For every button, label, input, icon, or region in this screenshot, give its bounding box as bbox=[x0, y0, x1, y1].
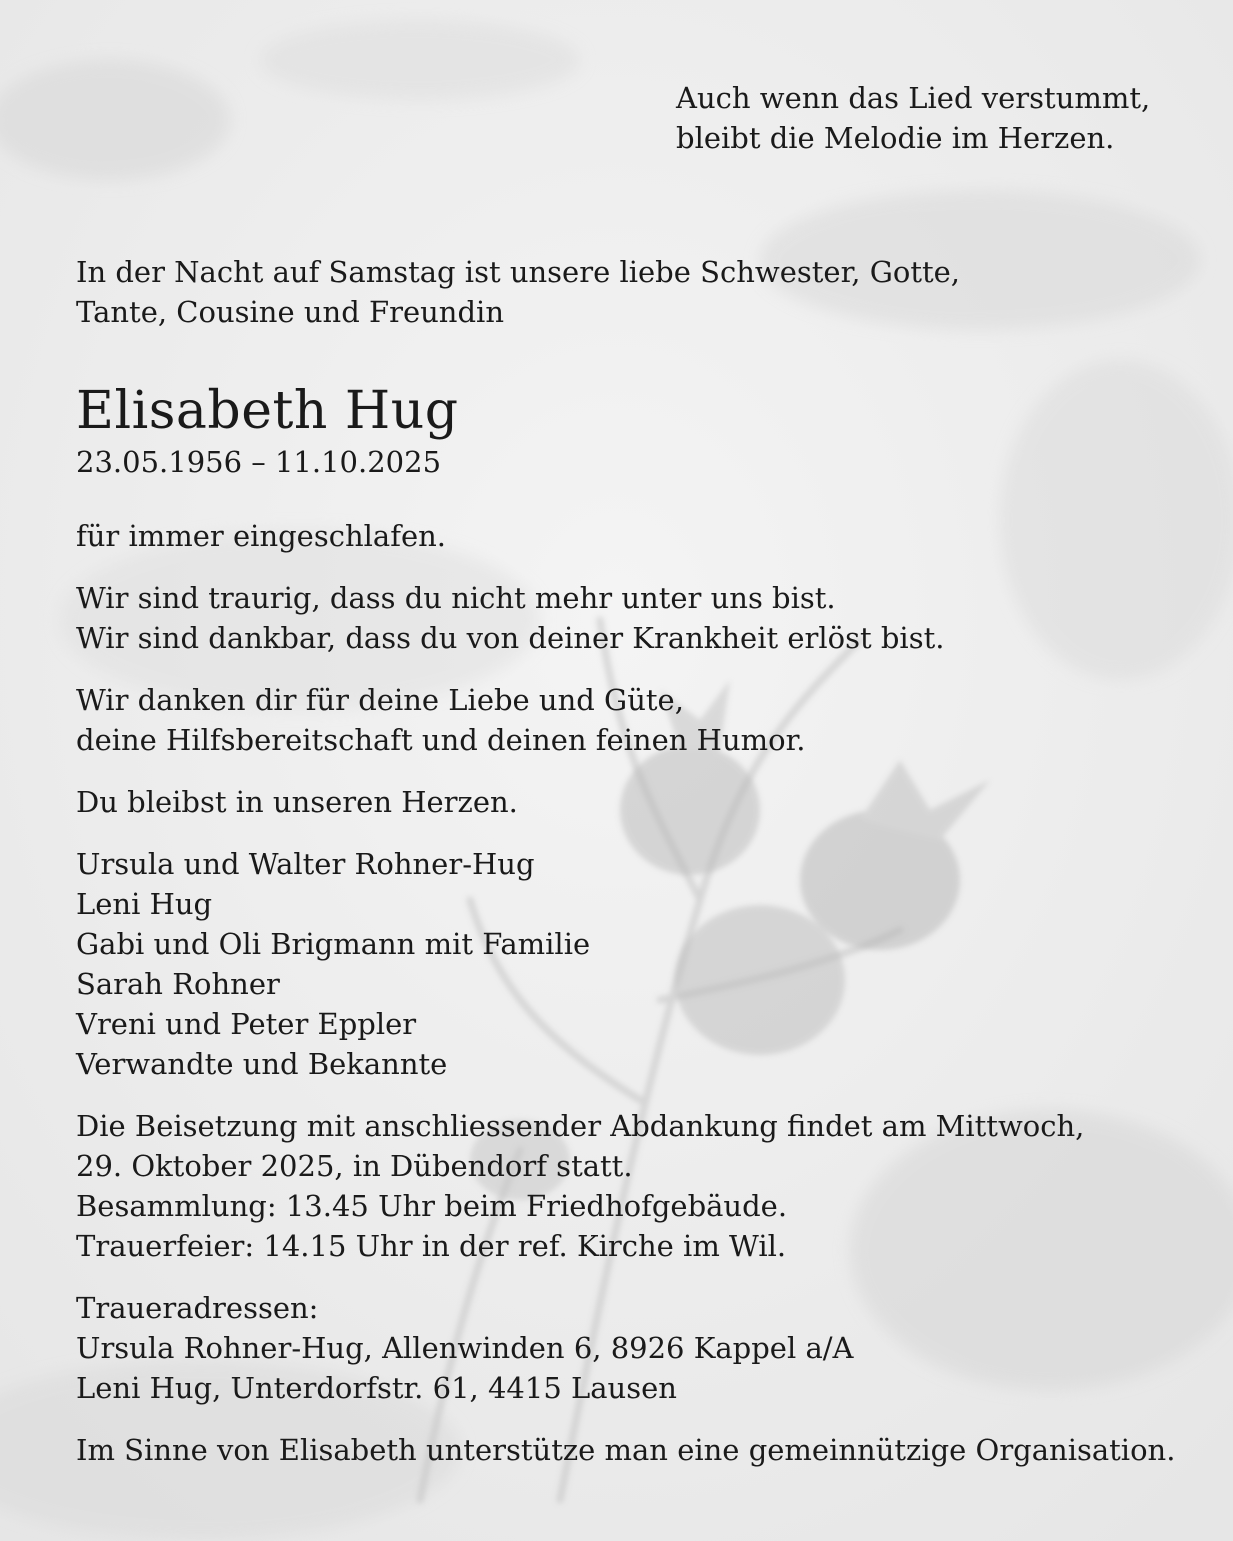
remembrance-line: Du bleibst in unseren Herzen. bbox=[76, 785, 518, 819]
motto-quote bbox=[676, 78, 1150, 158]
deceased-block bbox=[76, 380, 1176, 482]
remembrance-text bbox=[76, 782, 1176, 822]
mourner-name: Vreni und Peter Eppler bbox=[76, 1007, 417, 1041]
ceremony-line: Die Beisetzung mit anschliessender Abdankung findet am Mittwoch, bbox=[76, 1109, 1085, 1143]
address-line: Ursula Rohner-Hug, Allenwinden 6, 8926 Kappel a/A bbox=[76, 1331, 854, 1365]
sorrow-line: Wir sind dankbar, dass du von deiner Krankheit erlöst bist. bbox=[76, 621, 945, 655]
motto-line: bleibt die Melodie im Herzen. bbox=[676, 121, 1115, 155]
closing-line: Im Sinne von Elisabeth unterstütze man eine gemeinnützige Organisation. bbox=[76, 1433, 1176, 1467]
motto-line: Auch wenn das Lied verstummt, bbox=[676, 81, 1151, 115]
deceased-name: Elisabeth Hug bbox=[76, 381, 459, 441]
closing-note bbox=[76, 1430, 1176, 1470]
intro-line: In der Nacht auf Samstag ist unsere liebe Schwester, Gotte, bbox=[76, 255, 961, 289]
thanks-text bbox=[76, 680, 1176, 760]
ceremony-line: 29. Oktober 2025, in Dübendorf statt. bbox=[76, 1149, 633, 1183]
mourner-name: Verwandte und Bekannte bbox=[76, 1047, 448, 1081]
passing-text bbox=[76, 516, 1176, 556]
mourner-name: Gabi und Oli Brigmann mit Familie bbox=[76, 927, 591, 961]
ceremony-line: Besammlung: 13.45 Uhr beim Friedhofgebäude. bbox=[76, 1189, 788, 1223]
sorrow-text bbox=[76, 578, 1176, 658]
ceremony-line: Trauerfeier: 14.15 Uhr in der ref. Kirche im Wil. bbox=[76, 1229, 787, 1263]
intro-text bbox=[76, 252, 1176, 332]
mourner-name: Sarah Rohner bbox=[76, 967, 280, 1001]
mourners-list bbox=[76, 844, 1176, 1084]
thanks-line: Wir danken dir für deine Liebe und Güte, bbox=[76, 683, 684, 717]
mourner-name: Leni Hug bbox=[76, 887, 213, 921]
obituary-body bbox=[76, 252, 1176, 1470]
addresses-heading: Traueradressen: bbox=[76, 1291, 319, 1325]
ceremony-info bbox=[76, 1106, 1176, 1266]
thanks-line: deine Hilfsbereitschaft und deinen feinen Humor. bbox=[76, 723, 806, 757]
address-line: Leni Hug, Unterdorfstr. 61, 4415 Lausen bbox=[76, 1371, 677, 1405]
passing-line: für immer eingeschlafen. bbox=[76, 519, 447, 553]
sorrow-line: Wir sind traurig, dass du nicht mehr unter uns bist. bbox=[76, 581, 836, 615]
intro-line: Tante, Cousine und Freundin bbox=[76, 295, 505, 329]
mourner-name: Ursula und Walter Rohner-Hug bbox=[76, 847, 535, 881]
life-dates: 23.05.1956 – 11.10.2025 bbox=[76, 445, 442, 479]
mourning-addresses bbox=[76, 1288, 1176, 1408]
